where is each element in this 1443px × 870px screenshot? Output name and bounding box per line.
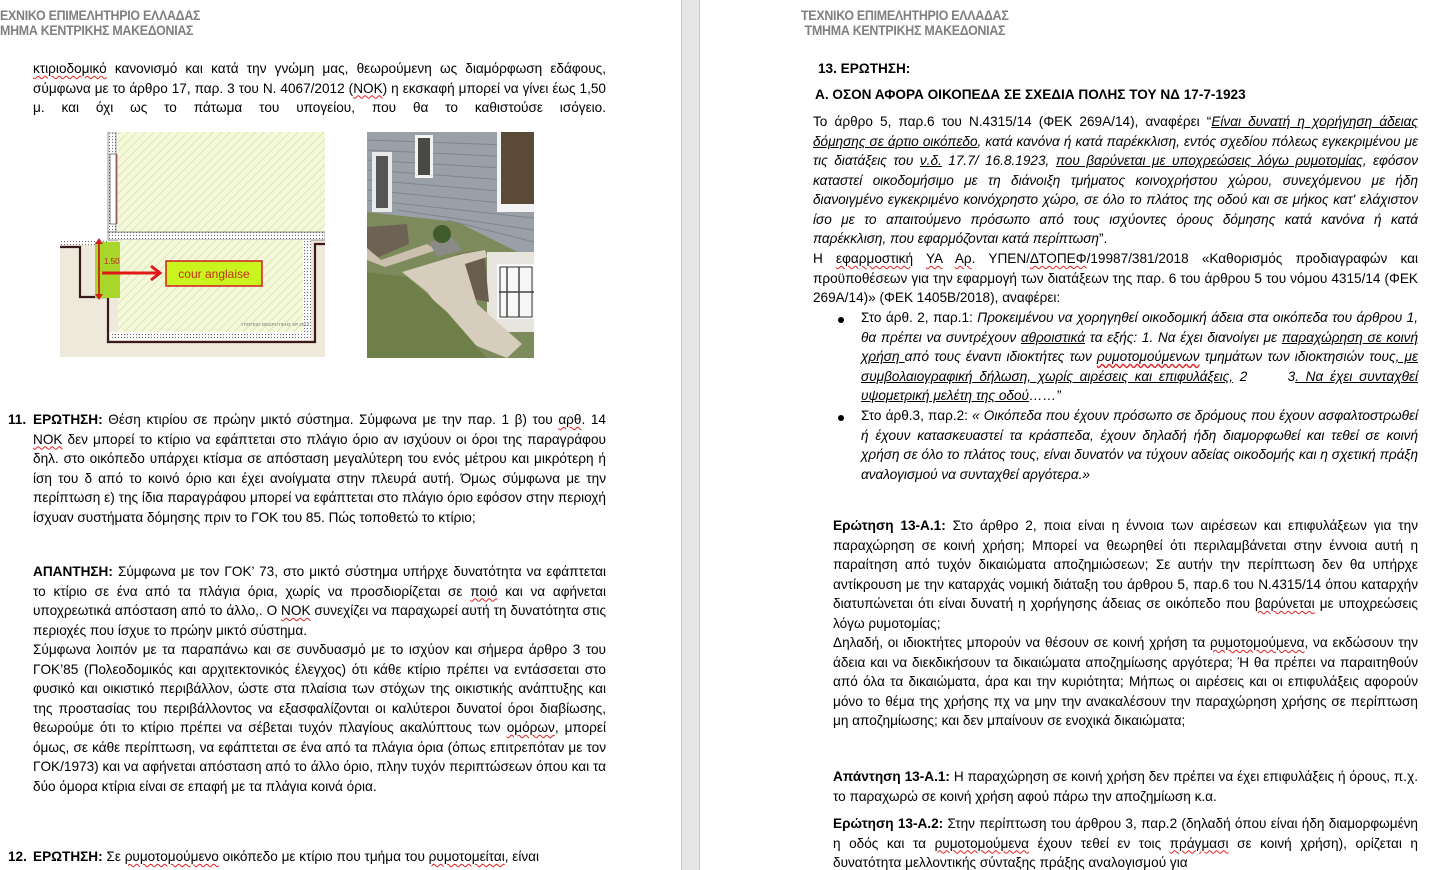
- bullet-item-article-2: Στο άρθ. 2, παρ.1: Προκειμένου να χορηγηθεί οικοδομική άδεια στα οικόπεδα του άρθρου 1, θα πρέπει να συντρέχουν αθροιστικά τα εξής: 1. Να έχει διανοίγει με παραχώρηση σε κοινή χρήση από τους έναντι ιδιοκτήτες των ρυμοτομούμενων τμημάτων των ιδιοκτησιών τους, με συμβολαιογραφική δήλωση, χωρίς αιρέσεις και επιφυλάξεις, 2 3. Να έχει συνταχθεί υψομετρική μελέτη της οδού……”: [861, 310, 1418, 403]
- spellcheck-word[interactable]: αρθ: [558, 412, 582, 427]
- spellcheck-word[interactable]: ΥΑ: [926, 251, 943, 266]
- spellcheck-word[interactable]: Αρ: [954, 251, 972, 266]
- ministerial-decision-paragraph: Η εφαρμοστική ΥΑ Αρ. ΥΠΕΝ/ΔΤΟΠΕΦ/19987/381/2018 «Καθορισμός προδιαγραφών και προϋποθέσεων για την εφαρμογή των διατάξεων της παρ. 6 του άρθρου 5 του νόμου 4315/14 (ΦΕΚ 269Α/14)» (ΦΕΚ 1405Β/2018), αναφέρει:: [813, 251, 1419, 305]
- drawing-caption: ΥΠΟΓΕΙΟ ΘΕΩΡΗΤΙΚΗΣ ΧΡ 2012: [240, 322, 310, 327]
- spellcheck-word[interactable]: ρυμοτομούμενα: [1210, 635, 1305, 650]
- question-13-a1-paragraph: Ερώτηση 13-Α.1: Στο άρθρο 2, ποια είναι η έννοια των αιρέσεων και επιφυλάξεων για την παραχώρηση σε κοινή χρήση; Μπορεί να θεωρηθεί ότι περιλαμβάνεται στην έννοια αυτή η παραίτηση από τυχόν δικαιώματα αποζημιώσεων; Σε αυτήν την περίπτωση δεν θα υπήρχε αντίκρουση με την καταρχάς νομική διάταξη του άρθρου 5, παρ.6 του Ν.4315/14 όπου καταρχήν διατυπώνεται ότι είναι δυνατή η χορήγησης άδειας σε οικόπεδο που βαρύνεται με υποχρεώσεις λόγω ρυμοτομίας; Δηλαδή, οι ιδιοκτήτες μπορούν να θέσουν σε κοινή χρήση τα ρυμοτομούμενα, να εκδώσουν την άδεια και να διεκδικήσουν τα δικαιώματα αποζημίωσης αργότερα; Ή θα πρέπει να παραιτηθούν από όλα τα δικαιώματα, άρα και την κυριότητα; Μήπως οι αιρέσεις και οι επιφυλάξεις αφορούν μόνο το θέμα της χρήσης πχ να μην την ανακαλέσουν την παραχώρηση χρήσης σε περίπτωση μη αποζημίωσης; και δεν μπαίνουν σε ενοχικά δικαιώματα;: [833, 518, 1419, 728]
- section-a-title: Α. ΟΣΟΝ ΑΦΟΡΑ ΟΙΚΟΠΕΔΑ ΣΕ ΣΧΕΔΙΑ ΠΟΛΗΣ ΤΟΥ ΝΔ 17-7-1923: [815, 87, 1246, 102]
- document-page-left: [0, 0, 681, 870]
- bullet-icon: [838, 415, 844, 421]
- page-header: [801, 8, 1009, 38]
- intro-paragraph: κτιριοδομικό κανονισμό και κατά την γνώμη μας, θεωρούμενη ως διαμόρφωση εδάφους, σύμφωνα με το άρθρο 17, παρ. 3 του Ν. 4067/2012 (ΝΟΚ) η εκσκαφή μπορεί να γίνει έως 1,50 μ. και όχι ως το πάτωμα του υπογείου, που θα το καθιστούσε ισόγειο.: [33, 61, 606, 115]
- document-page-right: [700, 0, 1443, 870]
- answer-11-paragraph: ΑΠΑΝΤΗΣΗ: Σύμφωνα με τον ΓΟΚ’ 73, στο μικτό σύστημα υπήρχε δυνατότητα να εφάπτεται το κτίριο σε ένα από τα πλάγια όρια, χωρίς να προσδιορίζεται σε ποιό και να αφήνεται υποχρεωτικά απόσταση από το άλλο,. Ο ΝΟΚ συνεχίζει να παραχωρεί αυτή τη δυνατότητα στις περιοχές που ίσχυε το πρώην μικτό σύστημα. Σύμφωνα λοιπόν με τα παραπάνω και σε συνδυασμό με το ισχύον και σήμερα άρθρο 3 του ΓΟΚ’85 (Πολεοδομικός και αρχιτεκτονικός έλεγχος) ότι κάθε κτίριο πρέπει να εντάσσεται στο φυσικό και οικιστικό περιβάλλον, ώστε στα πλαίσια των στόχων της οικιστικής ανάπτυξης και της προστασίας του περιβάλλοντος να εξασφαλίζονται οι καλύτεροι δυνατοί όροι διαβίωσης, θεωρούμε ότι το κτίριο πρέπει να σέβεται τυχόν πλαγίους ακαλύπτους των ομόρων, μπορεί όμως, σε κάθε περίπτωση, να εφάπτεται σε ένα από τα πλάγια όρια (όπως επιτρεπόταν με τον ΓΟΚ/1973) και να αφήνεται απόσταση από το άλλο όριο, πλην τυχόν περιπτώσεων όπου και τα δύο όμορα κτίρια είναι σε επαφή με τα πλάγια κοινά όρια.: [33, 564, 606, 794]
- spellcheck-word[interactable]: ΔΤΟΠΕΦ: [1029, 251, 1087, 266]
- question-label: Ερώτηση 13-Α.2:: [833, 816, 944, 831]
- answer-label: ΑΠΑΝΤΗΣΗ:: [33, 564, 113, 579]
- page-gap-border: [681, 0, 682, 870]
- callout-label: cour anglaise: [178, 267, 250, 281]
- page-header: [0, 8, 200, 38]
- dimension-label: 1.50: [104, 257, 120, 266]
- header-org-line1: ΕΧΝΙΚΟ ΕΠΙΜΕΛΗΤΗΡΙΟ ΕΛΛΑΔΑΣ: [0, 8, 201, 23]
- header-org-line2: ΜΗΜΑ ΚΕΝΤΡΙΚΗΣ ΜΑΚΕΔΟΝΙΑΣ: [0, 23, 194, 38]
- spellcheck-word[interactable]: ΝΟΚ: [33, 431, 63, 447]
- plan-drawing: [60, 132, 325, 357]
- cour-anglaise-plan-figure[interactable]: [60, 132, 325, 357]
- question-13-a2-paragraph: Ερώτηση 13-Α.2: Στην περίπτωση του άρθρου 3, παρ.2 (δηλαδή όπου είναι ήδη διαμορφωμένη η οδός και τα ρυμοτομούμενα έχουν τεθεί εν τοις πράγμασι σε κοινή χρήση), ορίζεται η δυνατότητα μελλοντικής σύνταξης πράξης αναλογισμού για: [833, 816, 1418, 870]
- question-11-number: 11.: [8, 412, 27, 427]
- spellcheck-word[interactable]: ομόρων: [506, 720, 555, 735]
- question-label: ΕΡΩΤΗΣΗ:: [33, 412, 103, 427]
- answer-label: Απάντηση 13-Α.1:: [833, 769, 950, 784]
- spellcheck-word[interactable]: ΝΟΚ: [353, 80, 383, 96]
- spellcheck-word[interactable]: εφαρμοστική: [836, 251, 914, 266]
- window-well-photo[interactable]: [367, 132, 534, 358]
- header-org-line2: ΤΜΗΜΑ ΚΕΝΤΡΙΚΗΣ ΜΑΚΕΔΟΝΙΑΣ: [804, 23, 1006, 38]
- spellcheck-word[interactable]: ΝΟΚ: [281, 603, 311, 618]
- spellcheck-word[interactable]: ρυμοτομούμενων: [1096, 349, 1200, 364]
- answer-13-a1-paragraph: Απάντηση 13-Α.1: Η παραχώρηση σε κοινή χρήση δεν πρέπει να έχει επιφυλάξεις ή όρους, π.χ. το παραχωρώ σε κοινή χρήση αφού πάρω την αποζημίωση κ.α.: [833, 769, 1418, 804]
- question-12-number: 12.: [8, 849, 27, 864]
- spellcheck-word[interactable]: βαρύνεται: [1254, 596, 1315, 611]
- spellcheck-word[interactable]: ρυμοτομούμενα: [934, 835, 1030, 851]
- header-org-line1: ΤΕΧΝΙΚΟ ΕΠΙΜΕΛΗΤΗΡΙΟ ΕΛΛΑΔΑΣ: [801, 8, 1009, 23]
- law-4315-paragraph: Το άρθρο 5, παρ.6 του Ν.4315/14 (ΦΕΚ 269Α/14), αναφέρει “Είναι δυνατή η χορήγηση άδειας δόμησης σε άρτιο οικόπεδο, κατά κανόνα ή κατά παρέκκλιση, εντός σχεδίου πόλεως εγκεκριμένου με τις διατάξεις του ν.δ. 17.7/ 16.8.1923, που βαρύνεται με υποχρεώσεις λόγω ρυμοτομίας, εφόσον καταστεί οικοδομήσιμο με τη διάνοιξη τμήματος κοινοχρήστου χώρου, συνεχόμενου με ήδη διανοιγμένο εγκεκριμένο κοινόχρηστο χώρο, σε όλο το πλάτος της οδού και σε μήκος κατ' ελάχιστον ίσο με το απαιτούμενο πρόσωπο από τους ισχύοντες όρους δόμησης κατά κανόνα ή κατά παρέκκλιση, που εφαρμόζονται κατά περίπτωση”.: [813, 114, 1418, 246]
- question-label: ΕΡΩΤΗΣΗ:: [33, 849, 103, 864]
- spellcheck-word[interactable]: ποιό: [470, 583, 498, 599]
- spellcheck-word[interactable]: ρυμοτομείται: [428, 849, 505, 864]
- bullet-item-article-3: Στο άρθ.3, παρ.2: « Οικόπεδα που έχουν πρόσωπο σε δρόμους που έχουν ασφαλτοστρωθεί ή έχουν κατασκευαστεί τα κράσπεδα, έχουν δηλαδή ήδη διαμορφωθεί και τεθεί σε κοινή χρήση σε όλο το πλάτος τους, είναι δυνατόν να τύχουν αδείας οικοδομής και η σχετική πράξη αναλογισμού να συνταχθεί αργότερα.»: [861, 408, 1418, 482]
- spellcheck-word[interactable]: ρυμοτομούμενο: [124, 849, 219, 864]
- question-13-title: 13. ΕΡΩΤΗΣΗ:: [818, 61, 911, 76]
- question-11-paragraph: ΕΡΩΤΗΣΗ: Θέση κτιρίου σε πρώην μικτό σύστημα. Σύμφωνα με την παρ. 1 β) του αρθ. 14 ΝΟΚ δεν μπορεί το κτίριο να εφάπτεται στο πλάγιο όριο αν ισχύουν οι όροι της παραγράφου δηλ. στο οικόπεδο υπάρχει κτίσμα σε απόσταση μεγαλύτερη του ενός μέτρου και μικρότερη ή ίση του δ από το κοινό όριο και έχει ανοίγματα στην πλευρά αυτή. Όμως σύμφωνα με την περίπτωση ε) της ίδια παραγράφου μπορεί να εφάπτεται στο πλάγιο όριο εφόσον στην περιοχή ίσχυαν συστήματα δόμησης πριν το ΓΟΚ του 85. Πώς τοποθετώ το κτίριο;: [33, 412, 606, 525]
- question-label: Ερώτηση 13-Α.1:: [833, 518, 946, 533]
- spellcheck-word[interactable]: πράγμασι: [1169, 835, 1229, 851]
- spellcheck-word[interactable]: κτιριοδομικό: [33, 61, 107, 76]
- bullet-icon: [838, 317, 844, 323]
- photo-illustration: [367, 132, 534, 358]
- question-12-paragraph: ΕΡΩΤΗΣΗ: Σε ρυμοτομούμενο οικόπεδο με κτίριο που τμήμα του ρυμοτομείται, είναι: [33, 849, 540, 864]
